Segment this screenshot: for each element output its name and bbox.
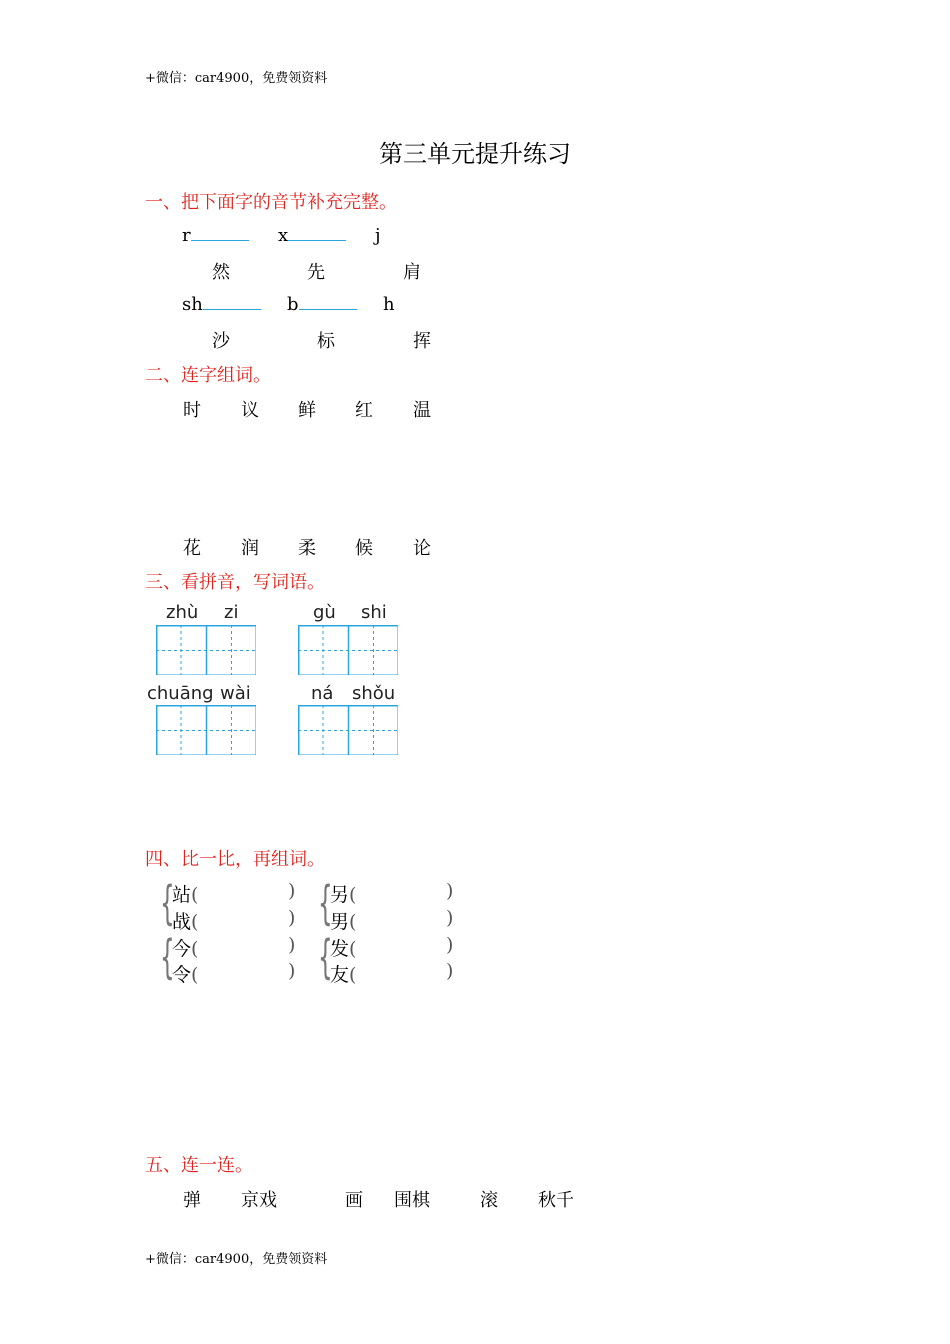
syllable-j bbox=[375, 225, 381, 246]
answer-paren[interactable]: ) bbox=[446, 934, 454, 956]
brace-icon: { bbox=[160, 930, 175, 984]
initial: j bbox=[375, 225, 381, 246]
pinyin-syllable: chuāng bbox=[147, 683, 214, 704]
compare-char: 发( bbox=[330, 938, 357, 960]
brace-icon: { bbox=[318, 930, 333, 984]
match-item[interactable]: 秋千 bbox=[538, 1190, 574, 1211]
initial: b bbox=[287, 294, 299, 315]
char-biao: 标 bbox=[317, 331, 335, 352]
answer-blank[interactable] bbox=[288, 226, 346, 241]
pinyin-syllable: zhù bbox=[166, 602, 199, 623]
match-item[interactable]: 画 bbox=[345, 1190, 363, 1211]
initial: x bbox=[278, 225, 289, 246]
brace-icon: { bbox=[318, 876, 333, 930]
char-jian: 肩 bbox=[403, 262, 421, 283]
compare-char: 另( bbox=[330, 884, 357, 906]
page-title: 第三单元提升练习 bbox=[379, 140, 571, 168]
match-top-4[interactable]: 红 bbox=[355, 400, 373, 421]
match-top-3[interactable]: 鲜 bbox=[298, 400, 316, 421]
match-top-2[interactable]: 议 bbox=[241, 400, 259, 421]
char-sha: 沙 bbox=[212, 331, 230, 352]
pinyin-syllable: wài bbox=[220, 683, 251, 704]
writing-grid[interactable] bbox=[298, 625, 398, 675]
initial: r bbox=[182, 225, 191, 246]
writing-grid[interactable] bbox=[298, 705, 398, 755]
pinyin-syllable: shǒu bbox=[352, 683, 396, 704]
answer-blank[interactable] bbox=[203, 295, 261, 310]
syllable-x bbox=[278, 225, 346, 246]
match-item[interactable]: 围棋 bbox=[394, 1190, 430, 1211]
char-hui: 挥 bbox=[413, 331, 431, 352]
writing-grid[interactable] bbox=[156, 625, 256, 675]
compare-char: 令( bbox=[172, 964, 199, 986]
answer-paren[interactable]: ) bbox=[446, 880, 454, 902]
compare-char: 今( bbox=[172, 938, 199, 960]
match-bottom-4[interactable]: 候 bbox=[355, 538, 373, 559]
initial: sh bbox=[182, 294, 203, 315]
compare-char: 友( bbox=[330, 964, 357, 986]
pinyin-syllable: shi bbox=[361, 602, 387, 623]
section-2-heading: 二、连字组词。 bbox=[145, 365, 271, 386]
answer-paren[interactable]: ) bbox=[446, 907, 454, 929]
pinyin-syllable: ná bbox=[311, 683, 334, 704]
answer-paren[interactable]: ) bbox=[288, 880, 296, 902]
section-4-heading: 四、比一比，再组词。 bbox=[145, 849, 325, 870]
section-3-heading: 三、看拼音，写词语。 bbox=[145, 572, 325, 593]
answer-blank[interactable] bbox=[299, 295, 357, 310]
match-bottom-5[interactable]: 论 bbox=[413, 538, 431, 559]
match-bottom-3[interactable]: 柔 bbox=[298, 538, 316, 559]
answer-paren[interactable]: ) bbox=[288, 934, 296, 956]
char-ran: 然 bbox=[212, 262, 230, 283]
compare-char: 男( bbox=[330, 911, 357, 933]
answer-paren[interactable]: ) bbox=[446, 960, 454, 982]
match-top-1[interactable]: 时 bbox=[183, 400, 201, 421]
writing-grid[interactable] bbox=[156, 705, 256, 755]
match-item[interactable]: 京戏 bbox=[241, 1190, 277, 1211]
section-5-heading: 五、连一连。 bbox=[145, 1155, 253, 1176]
match-bottom-1[interactable]: 花 bbox=[183, 538, 201, 559]
initial: h bbox=[383, 294, 395, 315]
section-1-heading: 一、把下面字的音节补充完整。 bbox=[145, 192, 397, 213]
match-bottom-2[interactable]: 润 bbox=[241, 538, 259, 559]
watermark-top: +微信：car4900，免费领资料 bbox=[145, 71, 328, 86]
syllable-sh bbox=[182, 294, 261, 315]
answer-paren[interactable]: ) bbox=[288, 907, 296, 929]
pinyin-syllable: zi bbox=[224, 602, 239, 623]
compare-char: 战( bbox=[172, 911, 199, 933]
watermark-bottom: +微信：car4900，免费领资料 bbox=[145, 1252, 328, 1267]
pinyin-syllable: gù bbox=[313, 602, 336, 623]
answer-blank[interactable] bbox=[191, 226, 249, 241]
char-xian: 先 bbox=[307, 262, 325, 283]
answer-paren[interactable]: ) bbox=[288, 960, 296, 982]
syllable-r bbox=[182, 225, 249, 246]
brace-icon: { bbox=[160, 876, 175, 930]
syllable-b bbox=[287, 294, 357, 315]
match-top-5[interactable]: 温 bbox=[413, 400, 431, 421]
compare-char: 站( bbox=[172, 884, 199, 906]
match-item[interactable]: 滚 bbox=[480, 1190, 498, 1211]
match-item[interactable]: 弹 bbox=[183, 1190, 201, 1211]
syllable-h bbox=[383, 294, 395, 315]
